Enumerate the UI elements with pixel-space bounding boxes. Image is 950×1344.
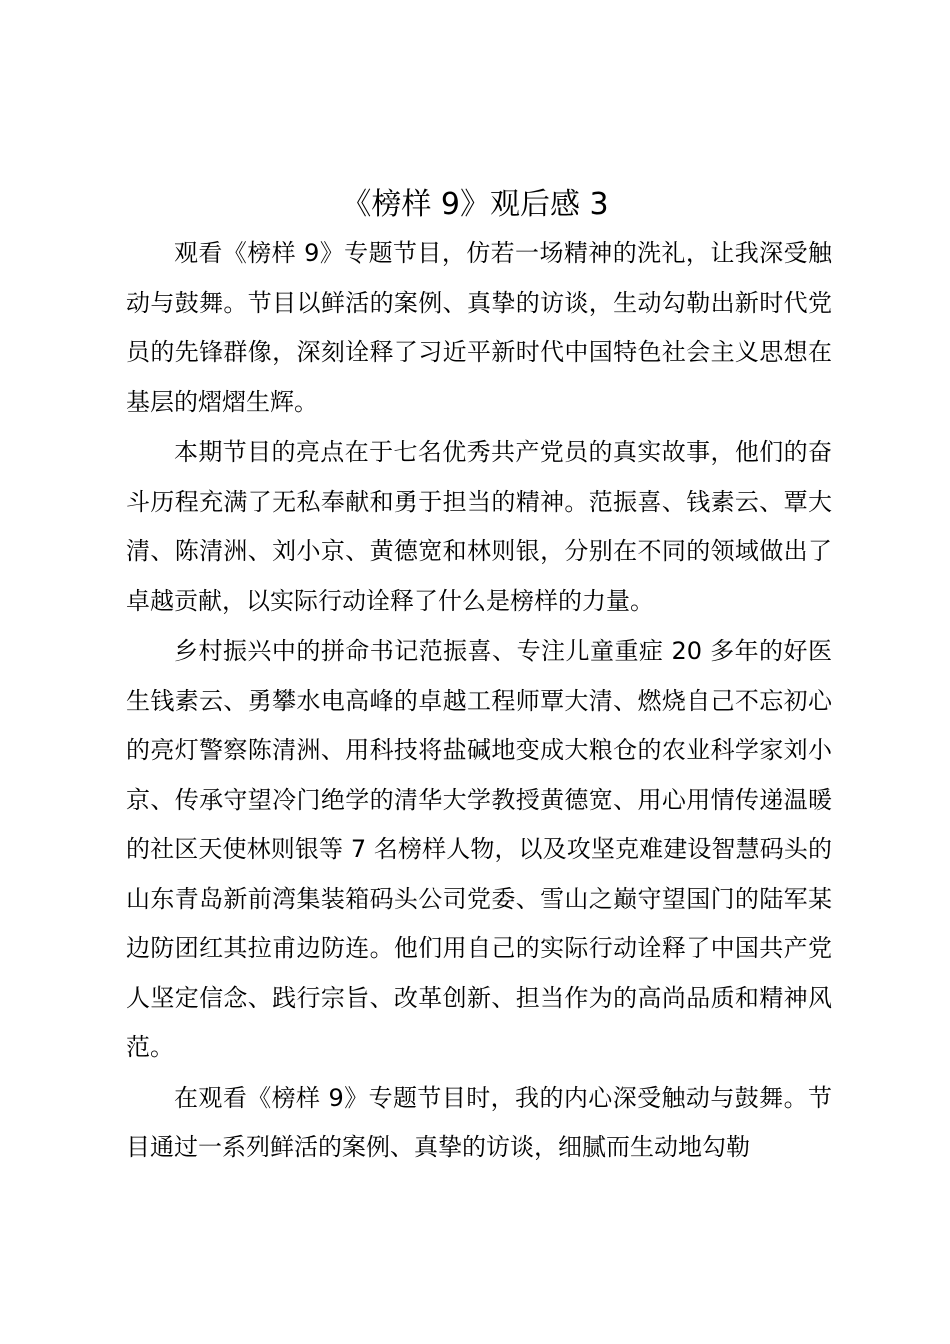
paragraph-3: 乡村振兴中的拼命书记范振喜、专注儿童重症 20 多年的好医生钱素云、勇攀水电高峰的卓越工程师覃大清、燃烧自己不忘初心的亮灯警察陈清洲、用科技将盐碱地变成大粮仓的农业科学家刘小京、传承守望冷门绝学的清华大学教授黄德宽、用心用情传递温暖的社区天使林则银等 7 名榜样人物，以及攻坚克难建设智慧码头的山东青岛新前湾集装箱码头公司党委、雪山之巅守望国门的陆军某边防团红其拉甫边防连。他们用自己的实际行动诠释了中国共产党人坚定信念、践行宗旨、改革创新、担当作为的高尚品质和精神风范。 <box>126 637 832 1061</box>
document-body <box>126 229 832 1174</box>
document-title: 《榜样 9》观后感 3 <box>341 187 609 222</box>
paragraph-4: 在观看《榜样 9》专题节目时，我的内心深受触动与鼓舞。节目通过一系列鲜活的案例、真挚的访谈，细腻而生动地勾勒 <box>126 1083 832 1161</box>
paragraph-2: 本期节目的亮点在于七名优秀共产党员的真实故事，他们的奋斗历程充满了无私奉献和勇于担当的精神。范振喜、钱素云、覃大清、陈清洲、刘小京、黄德宽和林则银，分别在不同的领域做出了卓越贡献，以实际行动诠释了什么是榜样的力量。 <box>126 438 832 615</box>
paragraph-1: 观看《榜样 9》专题节目，仿若一场精神的洗礼，让我深受触动与鼓舞。节目以鲜活的案例、真挚的访谈，生动勾勒出新时代党员的先锋群像，深刻诠释了习近平新时代中国特色社会主义思想在基层的熠熠生辉。 <box>126 239 832 416</box>
